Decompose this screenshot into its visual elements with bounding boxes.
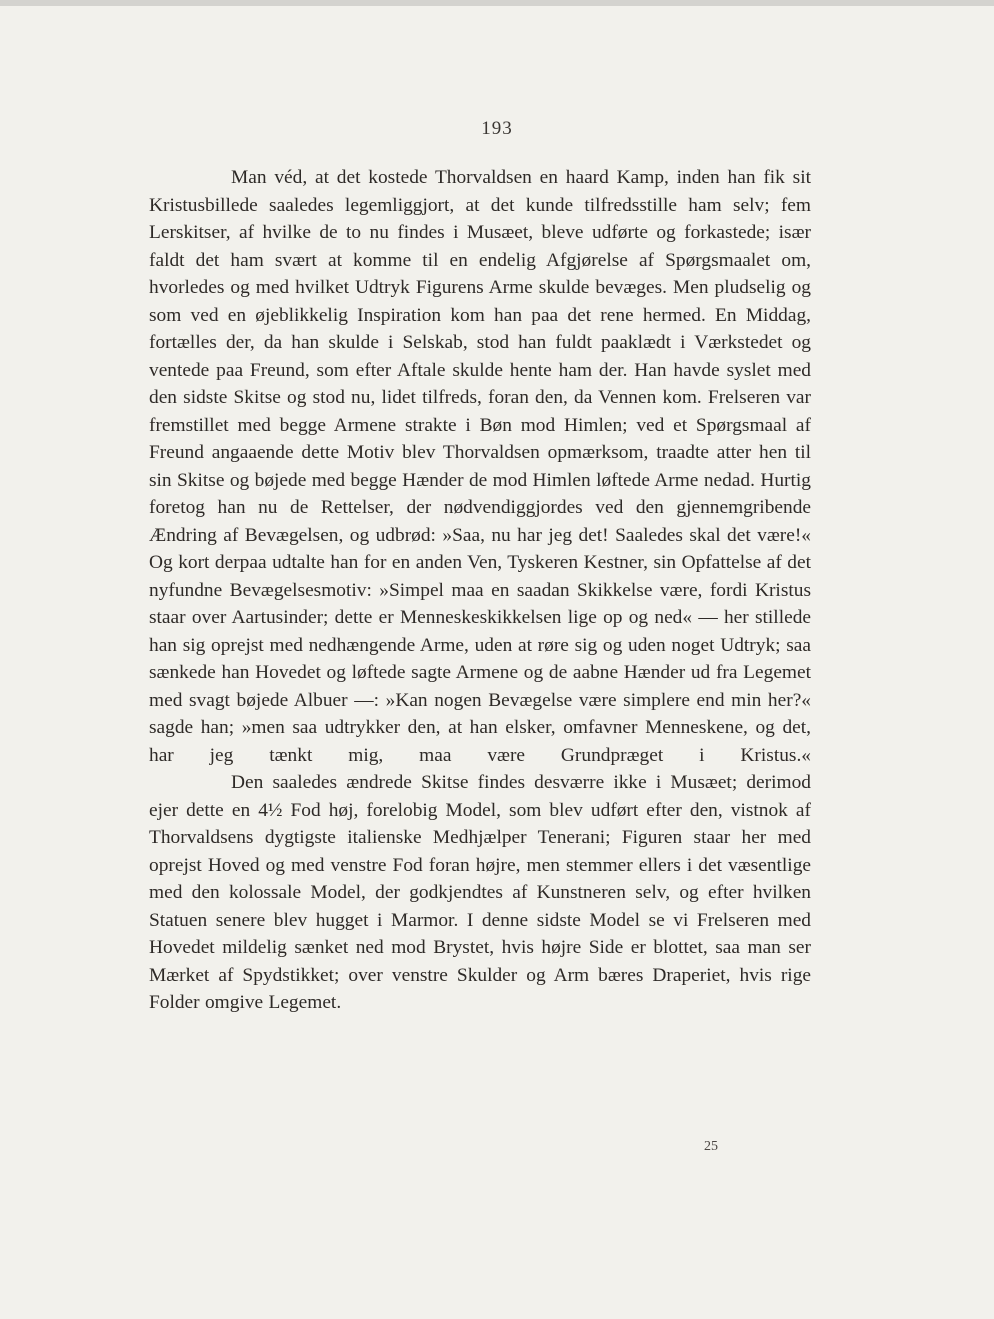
page-number: 193 [481, 118, 513, 139]
paragraph-2: Den saaledes ændrede Skitse findes desværre ikke i Musæet; derimod ejer dette en 4½ Fod høj, forelobig Model, som blev udført efter den, vistnok af Thorvaldsens dygtigste italienske Medhjælper Tenerani; Figuren staar her med oprejst Hoved og med venstre Fod foran højre, men stemmer ellers i det væsentlige med den kolossale Model, der godkjendtes af Kunstneren selv, og efter hvilken Statuen senere blev hugget i Marmor. I denne sidste Model se vi Frelseren med Hovedet mildelig sænket ned mod Brystet, hvis højre Side er blottet, saa man ser Mærket af Spydstikket; over venstre Skulder og Arm bæres Draperiet, hvis rige Folder omgive Legemet. [149, 772, 811, 1013]
book-page [0, 6, 994, 1319]
body-text [149, 164, 811, 1017]
paragraph-1: Man véd, at det kostede Thorvaldsen en haard Kamp, inden han fik sit Kristusbillede saaledes legemliggjort, at det kunde tilfredsstille ham selv; fem Lerskitser, af hvilke de to nu findes i Musæet, bleve udførte og forkastede; især faldt det ham svært at komme til en endelig Afgjørelse af Spørgsmaalet om, hvorledes og med hvilket Udtryk Figurens Arme skulde bevæges. Men pludselig og som ved en øjeblikkelig Inspiration kom han paa det rene hermed. En Middag, fortælles der, da han skulde i Selskab, stod han fuldt paaklædt i Værkstedet og ventede paa Freund, som efter Aftale skulde hente ham der. Han havde syslet med den sidste Skitse og stod nu, lidet tilfreds, foran den, da Vennen kom. Frelseren var fremstillet med begge Armene strakte i Bøn mod Himlen; ved et Spørgsmaal af Freund angaaende dette Motiv blev Thorvaldsen opmærksom, traadte atter hen til sin Skitse og bøjede med begge Hænder de mod Himlen løftede Arme nedad. Hurtig foretog han nu de Rettelser, der nødvendiggjordes ved den gjennemgribende Ændring af Bevægelsen, og udbrød: »Saa, nu har jeg det! Saaledes skal det være!« Og kort derpaa udtalte han for en anden Ven, Tyskeren Kestner, sin Opfattelse af det nyfundne Bevægelsesmotiv: »Simpel maa en saadan Skikkelse være, fordi Kristus staar over Aartusinder; dette er Menneskeskikkelsen lige op og ned« — her stillede han sig oprejst med nedhængende Arme, uden at røre sig og uden noget Udtryk; saa sænkede han Hovedet og løftede sagte Armene og de aabne Hænder ud fra Legemet med svagt bøjede Albuer —: »Kan nogen Bevægelse være simplere end min her?« sagde han; »men saa udtrykker den, at han elsker, omfavner Menneskene, og det, har jeg tænkt mig, maa være Grundpræget i Kristus.« [149, 167, 811, 766]
signature-mark: 25 [704, 1139, 718, 1154]
